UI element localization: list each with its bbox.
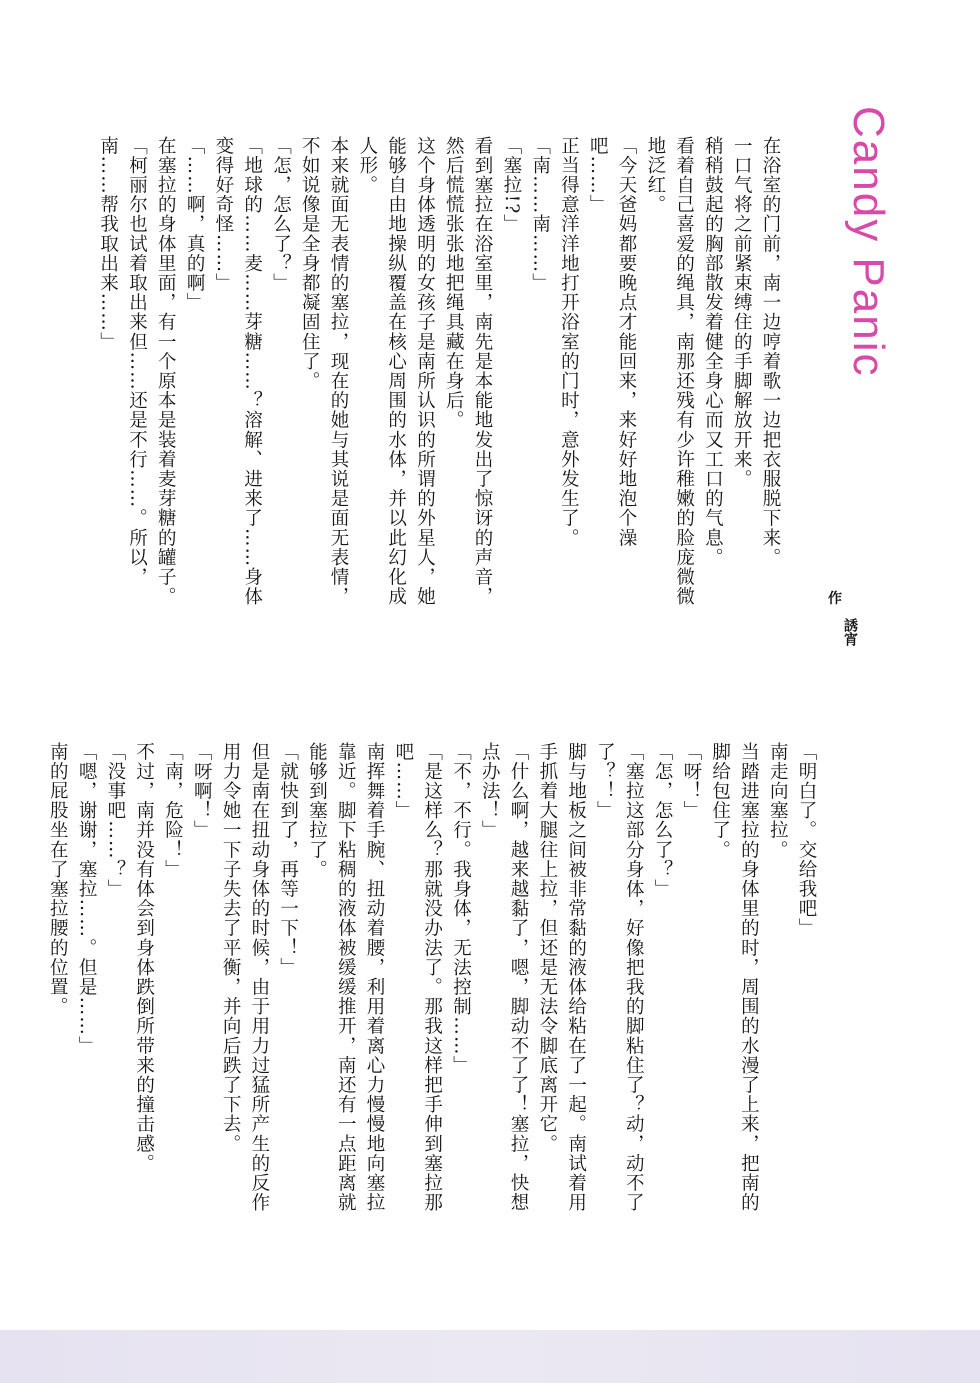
- author-label: 作: [828, 591, 842, 607]
- text-column: 「明白了。交给我吧」: [796, 742, 817, 938]
- text-column: 「……啊，真的啊」: [184, 136, 206, 313]
- text-column: 手抓着大腿往上拉，但还是无法令脚底离开它。: [536, 742, 558, 1154]
- text-column: 能够自由地操纵覆盖在核心周围的水体，并以此幻化成: [385, 136, 407, 607]
- text-column: 「塞拉!?」: [500, 136, 522, 234]
- text-column: 南挥舞着手腕、扭动着腰，利用着离心力慢慢地向塞拉: [364, 742, 386, 1213]
- text-column: 看着自己喜爱的绳具，南那还残有少许稚嫩的脸庞微微: [673, 136, 695, 607]
- text-column: 「就快到了，再等一下！」: [277, 742, 299, 978]
- text-column: 不如说像是全身都凝固住了。: [299, 136, 321, 391]
- text-column: 「没事吧……？」: [104, 742, 126, 899]
- text-column: 南……帮我取出来……」: [97, 136, 119, 352]
- text-column: 「今天爸妈都要晚点才能回来，来好好地泡个澡: [616, 136, 638, 548]
- text-column: 「嗯，谢谢，塞拉……。但是……」: [76, 742, 98, 1056]
- text-block-top: [97, 136, 784, 688]
- text-column: 了？！」: [594, 742, 616, 821]
- story-title: Candy Panic: [844, 106, 893, 378]
- text-column: 稍稍鼓起的胸部散发着健全身心而又工口的气息。: [702, 136, 724, 568]
- text-column: 地泛红。: [644, 136, 666, 215]
- text-column: 不过，南并没有体会到身体跌倒所带来的撞击感。: [133, 742, 155, 1174]
- author-credit: [826, 588, 860, 648]
- text-column: 「是这样么？那就没办法了。那我这样把手伸到塞拉那: [421, 742, 443, 1213]
- text-column: 变得好奇怪……」: [212, 136, 234, 293]
- text-column: 正当得意洋洋地打开浴室的门时，意外发生了。: [558, 136, 580, 548]
- text-column: 吧……」: [587, 136, 609, 215]
- footer-band: [0, 1330, 980, 1383]
- text-column: 在浴室的门前，南一边哼着歌一边把衣服脱下来。: [760, 136, 781, 568]
- text-column: 在塞拉的身体里面，有一个原本是装着麦芽糖的罐子。: [155, 136, 177, 607]
- text-column: 但是南在扭动身体的时候，由于用力过猛所产生的反作: [248, 742, 270, 1213]
- text-column: 南的屁股坐在了塞拉腰的位置。: [47, 742, 69, 1017]
- text-column: 「不，不行。我身体，无法控制……」: [450, 742, 472, 1076]
- text-column: 「呀！」: [680, 742, 702, 821]
- text-column: 当踏进塞拉的身体里的时，周围的水漫了上来，把南的: [738, 742, 760, 1213]
- text-column: 这个身体透明的女孩子是南所认识的所谓的外星人，她: [414, 136, 436, 607]
- text-block-bottom: [47, 742, 820, 1294]
- text-column: 本来就面无表情的塞拉，现在的她与其说是面无表情，: [328, 136, 350, 607]
- text-column: 「南……南……」: [529, 136, 551, 293]
- text-column: 用力令她一下子失去了平衡，并向后跌了下去。: [220, 742, 242, 1154]
- text-column: 南走向塞拉。: [767, 742, 789, 860]
- text-column: 「怎，怎么了？」: [270, 136, 292, 293]
- text-column: 能够到塞拉了。: [306, 742, 328, 880]
- text-column: 「呀啊！」: [191, 742, 213, 840]
- text-column: 「南，危险！」: [162, 742, 184, 880]
- text-column: 吧……」: [392, 742, 414, 821]
- text-column: 「塞拉这部分身体，好像把我的脚粘住了？动，动不了: [623, 742, 645, 1213]
- text-column: 一口气将之前紧束缚住的手脚解放开来。: [731, 136, 753, 489]
- text-column: 点办法！」: [479, 742, 501, 840]
- text-column: 「地球的……麦……芽糖……？溶解、进来了……身体: [241, 136, 263, 607]
- text-column: 「怎，怎么了？」: [652, 742, 674, 899]
- text-column: 靠近。脚下粘稠的液体被缓缓推开，南还有一点距离就: [335, 742, 357, 1213]
- text-column: 看到塞拉在浴室里，南先是本能地发出了惊讶的声音，: [472, 136, 494, 607]
- text-column: 人形。: [356, 136, 378, 195]
- text-column: 「什么啊，越来越黏了，嗯，脚动不了了！塞拉，快想: [508, 742, 530, 1213]
- text-column: 「柯丽尔也试着取出来但……还是不行……。所以，: [126, 136, 148, 587]
- author-name: 誘宵: [842, 618, 858, 646]
- text-column: 然后慌慌张张地把绳具藏在身后。: [443, 136, 465, 430]
- text-column: 脚与地板之间被非常黏的液体给粘在了一起。南试着用: [565, 742, 587, 1213]
- text-column: 脚给包住了。: [709, 742, 731, 860]
